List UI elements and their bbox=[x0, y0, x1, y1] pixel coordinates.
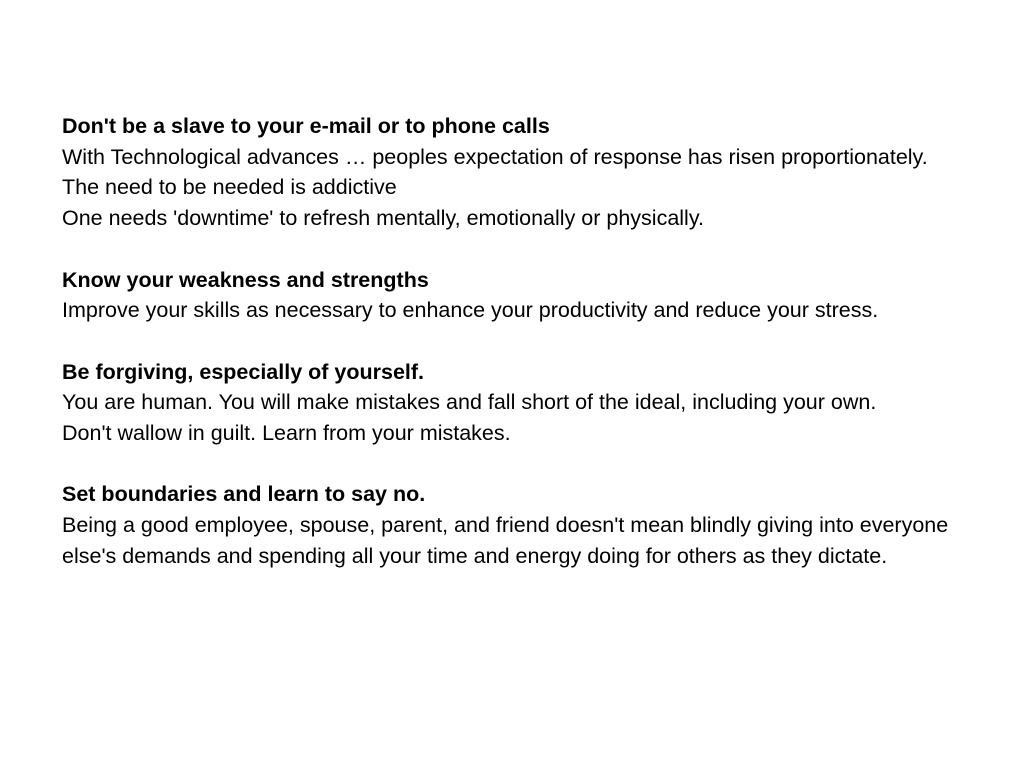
slide-body bbox=[62, 111, 992, 572]
section-weakness-strengths bbox=[62, 265, 992, 326]
section-line: Being a good employee, spouse, parent, and friend doesn't mean blindly giving into everyone else's demands and spending all your time and energy doing for others as they dictate. bbox=[62, 513, 949, 568]
section-heading: Don't be a slave to your e-mail or to phone calls bbox=[62, 114, 550, 138]
section-be-forgiving bbox=[62, 357, 992, 449]
section-heading: Be forgiving, especially of yourself. bbox=[62, 359, 425, 384]
section-line: You are human. You will make mistakes and fall short of the ideal, including your own. bbox=[62, 390, 877, 415]
section-line: One needs 'downtime' to refresh mentally, emotionally or physically. bbox=[62, 206, 704, 231]
section-line: Improve your skills as necessary to enhance your productivity and reduce your stress. bbox=[62, 298, 879, 323]
section-set-boundaries bbox=[62, 479, 992, 571]
section-email-calls bbox=[62, 111, 992, 234]
section-line: Don't wallow in guilt. Learn from your mistakes. bbox=[62, 421, 511, 445]
section-heading: Set boundaries and learn to say no. bbox=[62, 482, 426, 507]
section-line: With Technological advances … peoples expectation of response has risen proportionately. bbox=[62, 144, 928, 169]
section-line: The need to be needed is addictive bbox=[62, 175, 397, 200]
section-heading: Know your weakness and strengths bbox=[62, 267, 429, 292]
